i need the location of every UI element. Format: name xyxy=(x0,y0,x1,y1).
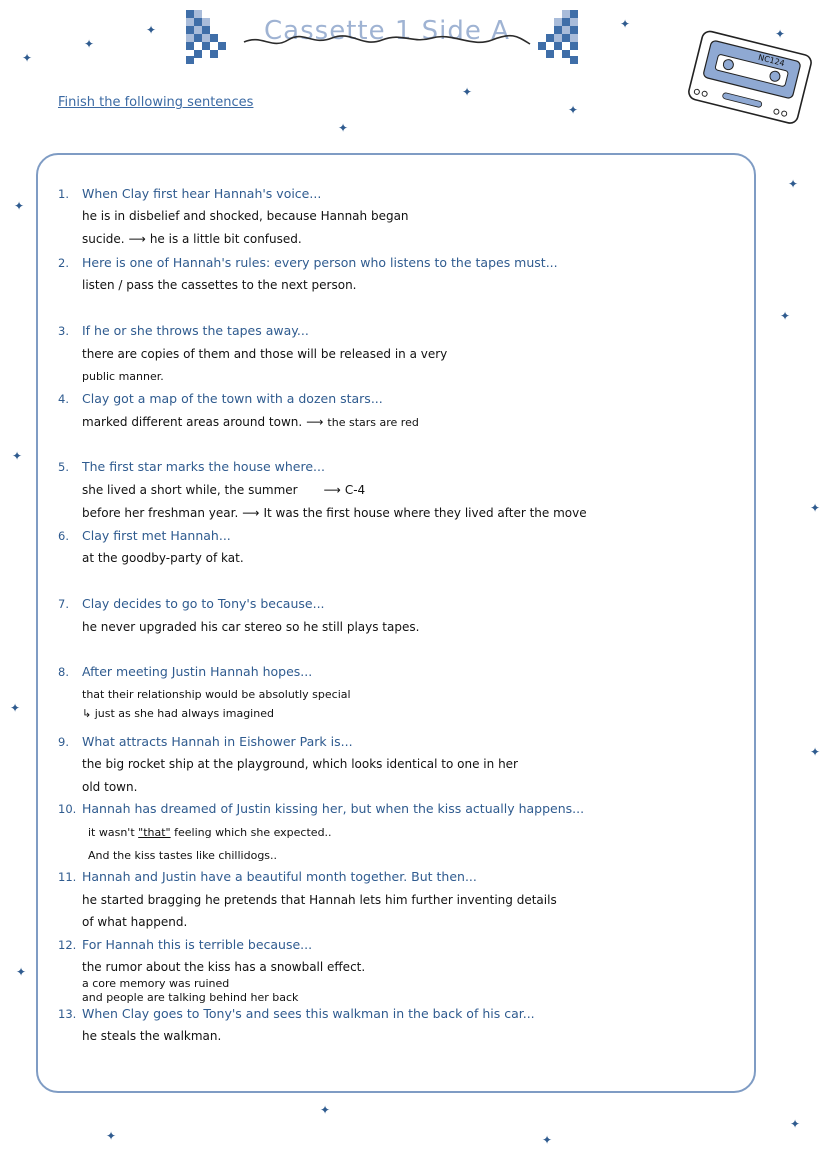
question-13 xyxy=(58,1006,535,1021)
checker-pattern-icon xyxy=(180,10,228,64)
answer-fragment: she lived a short while, the summer xyxy=(82,483,298,497)
arrow-right-icon: ⟶ xyxy=(128,232,146,246)
page-title: Cassette 1 Side A xyxy=(264,16,510,46)
question-number: 11. xyxy=(58,870,77,884)
question-9 xyxy=(58,734,353,749)
page-header xyxy=(180,10,590,66)
question-number: 5. xyxy=(58,460,69,474)
question-prompt: For Hannah this is terrible because... xyxy=(82,937,313,952)
star-decoration-icon: ✦ xyxy=(810,745,821,759)
star-decoration-icon: ✦ xyxy=(84,37,95,51)
answer-fragment: it wasn't xyxy=(88,826,135,839)
star-decoration-icon: ✦ xyxy=(106,1129,117,1143)
question-prompt: After meeting Justin Hannah hopes... xyxy=(82,664,313,679)
question-prompt: Here is one of Hannah's rules: every person who listens to the tapes must... xyxy=(82,255,558,270)
question-10 xyxy=(58,801,584,816)
question-6 xyxy=(58,528,231,543)
question-4 xyxy=(58,391,383,406)
question-11 xyxy=(58,869,477,884)
arrow-right-icon: ⟶ xyxy=(306,415,324,429)
answer-fragment: he is a little bit confused. xyxy=(149,232,302,246)
arrow-right-icon: ⟶ xyxy=(323,483,341,497)
answer-fragment: sucide. xyxy=(82,232,125,246)
answer-line: the rumor about the kiss has a snowball effect. xyxy=(82,960,366,974)
question-number: 13. xyxy=(58,1007,77,1021)
answer-line xyxy=(82,415,419,429)
question-number: 1. xyxy=(58,187,69,201)
cassette-illustration xyxy=(684,20,814,139)
answer-line xyxy=(82,506,587,520)
cassette-icon xyxy=(684,20,814,135)
answer-line: the big rocket ship at the playground, which looks identical to one in her xyxy=(82,757,518,771)
answer-line: old town. xyxy=(82,780,138,794)
answer-line: And the kiss tastes like chillidogs.. xyxy=(88,849,278,862)
star-decoration-icon: ✦ xyxy=(620,17,631,31)
question-number: 3. xyxy=(58,324,69,338)
answer-fragment: feeling which she expected.. xyxy=(174,826,332,839)
answer-line: he is in disbelief and shocked, because Hannah began xyxy=(82,209,409,223)
answer-line xyxy=(82,707,274,720)
answer-line: listen / pass the cassettes to the next person. xyxy=(82,278,357,292)
answer-line: he started bragging he pretends that Hannah lets him further inventing details xyxy=(82,893,557,907)
question-12 xyxy=(58,937,312,952)
question-number: 8. xyxy=(58,665,69,679)
question-1 xyxy=(58,186,321,201)
answer-line: of what happend. xyxy=(82,915,188,929)
question-number: 12. xyxy=(58,938,77,952)
checker-pattern-icon xyxy=(536,10,584,64)
star-decoration-icon: ✦ xyxy=(788,177,799,191)
question-7 xyxy=(58,596,325,611)
question-prompt: Clay decides to go to Tony's because... xyxy=(82,596,325,611)
star-decoration-icon: ✦ xyxy=(810,501,821,515)
question-prompt: When Clay goes to Tony's and sees this walkman in the back of his car... xyxy=(82,1006,535,1021)
star-decoration-icon: ✦ xyxy=(146,23,157,37)
answer-line: he steals the walkman. xyxy=(82,1029,222,1043)
question-8 xyxy=(58,664,312,679)
answer-line: and people are talking behind her back xyxy=(82,991,299,1004)
answer-fragment: "that" xyxy=(138,826,171,839)
question-2 xyxy=(58,255,558,270)
question-prompt: The first star marks the house where... xyxy=(82,459,325,474)
star-decoration-icon: ✦ xyxy=(16,965,27,979)
question-prompt: If he or she throws the tapes away... xyxy=(82,323,309,338)
answer-fragment: It was the first house where they lived after the move xyxy=(263,506,587,520)
star-decoration-icon: ✦ xyxy=(10,701,21,715)
question-number: 10. xyxy=(58,802,77,816)
question-number: 2. xyxy=(58,256,69,270)
star-decoration-icon: ✦ xyxy=(320,1103,331,1117)
star-decoration-icon: ✦ xyxy=(775,27,786,41)
question-3 xyxy=(58,323,309,338)
answer-line xyxy=(82,483,365,497)
question-prompt: Clay first met Hannah... xyxy=(82,528,231,543)
answer-line: public manner. xyxy=(82,370,164,383)
star-decoration-icon: ✦ xyxy=(14,199,25,213)
star-decoration-icon: ✦ xyxy=(338,121,349,135)
star-decoration-icon: ✦ xyxy=(790,1117,801,1131)
answer-line xyxy=(88,826,332,839)
question-prompt: Hannah and Justin have a beautiful month together. But then... xyxy=(82,869,477,884)
answer-line xyxy=(82,232,302,246)
answer-line: a core memory was ruined xyxy=(82,977,230,990)
answer-line: that their relationship would be absolutly special xyxy=(82,688,351,701)
arrow-corner-right-icon: ↳ xyxy=(82,707,92,720)
question-prompt: When Clay first hear Hannah's voice... xyxy=(82,186,322,201)
answer-line: he never upgraded his car stereo so he still plays tapes. xyxy=(82,620,420,634)
cassette-label: NC124 xyxy=(757,52,786,69)
question-number: 4. xyxy=(58,392,69,406)
question-number: 7. xyxy=(58,597,69,611)
star-decoration-icon: ✦ xyxy=(542,1133,553,1147)
question-number: 6. xyxy=(58,529,69,543)
answer-fragment: marked different areas around town. xyxy=(82,415,303,429)
star-decoration-icon: ✦ xyxy=(462,85,473,99)
star-decoration-icon: ✦ xyxy=(780,309,791,323)
answer-line: at the goodby-party of kat. xyxy=(82,551,244,565)
question-5 xyxy=(58,459,325,474)
arrow-right-icon: ⟶ xyxy=(242,506,260,520)
star-decoration-icon: ✦ xyxy=(12,449,23,463)
star-decoration-icon: ✦ xyxy=(22,51,33,65)
answer-fragment: just as she had always imagined xyxy=(94,707,274,720)
answer-fragment: the stars are red xyxy=(327,416,419,429)
title-scribble-icon xyxy=(242,30,532,54)
answer-fragment: before her freshman year. xyxy=(82,506,239,520)
question-prompt: What attracts Hannah in Eishower Park is... xyxy=(82,734,353,749)
question-number: 9. xyxy=(58,735,69,749)
instruction-text: Finish the following sentences xyxy=(58,95,254,110)
star-decoration-icon: ✦ xyxy=(568,103,579,117)
question-prompt: Clay got a map of the town with a dozen stars... xyxy=(82,391,383,406)
question-prompt: Hannah has dreamed of Justin kissing her, but when the kiss actually happens... xyxy=(82,801,585,816)
answer-line: there are copies of them and those will be released in a very xyxy=(82,347,448,361)
answer-fragment: C-4 xyxy=(344,483,366,497)
